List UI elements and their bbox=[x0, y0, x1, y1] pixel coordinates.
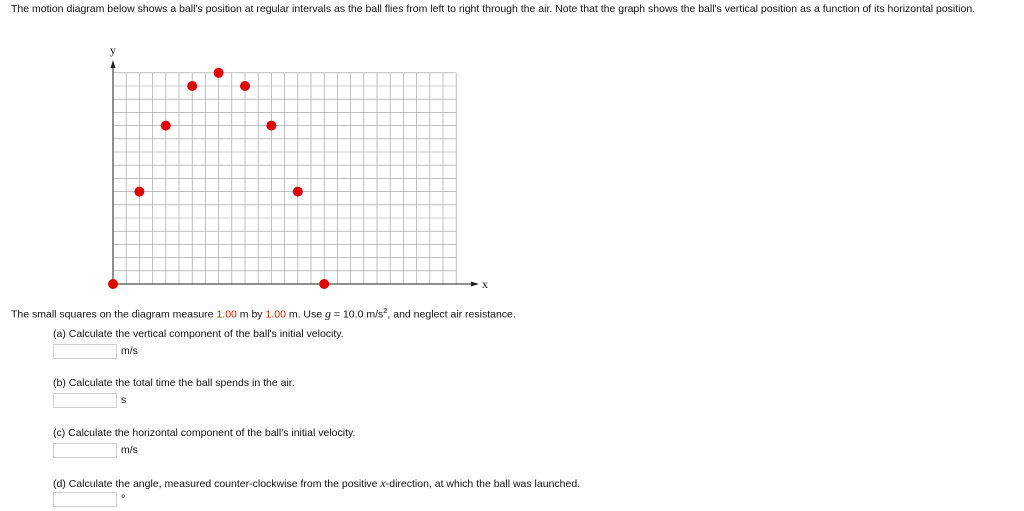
answer-b-input[interactable] bbox=[53, 393, 117, 408]
question-b-answer bbox=[53, 391, 126, 409]
question-a-label: (a) Calculate the vertical component of the ball's initial velocity. bbox=[53, 328, 344, 340]
ball-position-2 bbox=[134, 187, 144, 197]
question-c-label: (c) Calculate the horizontal component of the ball's initial velocity. bbox=[53, 427, 356, 439]
ball-position-6 bbox=[240, 81, 250, 91]
answer-a-unit: m/s bbox=[121, 345, 138, 357]
problem-intro: The motion diagram below shows a ball's position at regular intervals as the ball flies from left to right through the air. Note that the graph shows the ball's vertical position as a function of its horizontal position. bbox=[11, 3, 976, 15]
answer-d-unit: ° bbox=[121, 493, 126, 505]
x-axis-arrow bbox=[471, 282, 479, 287]
ball-position-5 bbox=[214, 68, 224, 78]
problem-statement: The small squares on the diagram measure 1.00 m by 1.00 m. Use g = 10.0 $m/s^2$, and neglect air resistance. bbox=[11, 306, 516, 321]
ball-position-3 bbox=[161, 121, 171, 131]
ball-position-9 bbox=[319, 279, 329, 289]
x-symbol: x bbox=[380, 476, 386, 490]
y-axis-label: y bbox=[110, 43, 116, 57]
answer-a-input[interactable] bbox=[53, 344, 117, 359]
x-axis-label: x bbox=[482, 277, 488, 291]
ball-position-8 bbox=[293, 187, 303, 197]
ball-position-1 bbox=[108, 279, 118, 289]
question-c-answer bbox=[53, 441, 138, 459]
question-d-label: (d) Calculate the angle, measured counter-clockwise from the positive x-direction, at which the ball was launched. bbox=[53, 476, 581, 490]
axes bbox=[110, 43, 488, 291]
grid bbox=[113, 73, 456, 284]
answer-c-input[interactable] bbox=[53, 443, 117, 458]
y-axis-arrow bbox=[111, 60, 116, 68]
answer-c-unit: m/s bbox=[121, 444, 138, 456]
answer-b-unit: s bbox=[121, 394, 127, 406]
question-d-answer bbox=[53, 490, 125, 508]
ball-position-7 bbox=[266, 121, 276, 131]
question-b-label: (b) Calculate the total time the ball spends in the air. bbox=[53, 377, 295, 389]
square-height-value: 1.00 bbox=[265, 308, 286, 321]
answer-d-input[interactable] bbox=[53, 492, 117, 507]
square-width-value: 1.00 bbox=[216, 308, 237, 321]
motion-diagram bbox=[0, 40, 500, 302]
ball-position-4 bbox=[187, 81, 197, 91]
g-symbol: g bbox=[325, 306, 331, 321]
question-a-answer bbox=[53, 342, 138, 360]
